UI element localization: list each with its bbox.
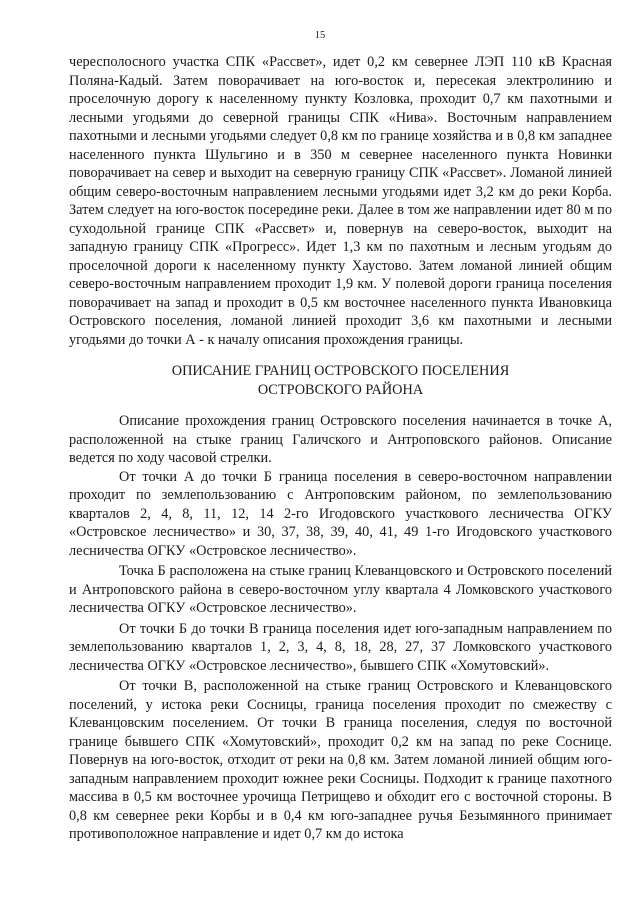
section-title: ОПИСАНИЕ ГРАНИЦ ОСТРОВСКОГО ПОСЕЛЕНИЯ ОСТРОВСКОГО РАЙОНА <box>171 363 510 398</box>
document-body <box>69 53 612 844</box>
paragraph-point-v: От точки В, расположенной на стыке границ Островского и Клеванцовского поселений, у истока реки Сосницы, граница поселения проходит по смежеству с Клеванцовским поселением. От точки В граница поселения, следуя по восточной границе бывшего СПК «Хомутовский», проходит 0,2 км на запад по реке Соснице. Повернув на юго-восток, отходит от реки на 0,8 км. Затем ломаной линией общим юго-западным направлением проходит южнее реки Сосницы. Подходит к границе пахотного массива в 0,5 км восточнее урочища Петрищево и обходит его с восточной стороны. В 0,8 км севернее реки Корбы и в 0,4 км юго-западнее ручья Безымянного принимает противоположное направление и идет 0,7 км до истока <box>69 678 612 842</box>
paragraph-intro: Описание прохождения границ Островского поселения начинается в точке А, расположенной на стыке границ Галичского и Антроповского районов. Описание ведется по ходу часовой стрелки. <box>69 413 612 466</box>
paragraph-point-b: Точка Б расположена на стыке границ Клеванцовского и Островского поселений и Антроповского района в северо-восточном углу квартала 4 Ломковского участкового лесничества ОГКУ «Островское лесничество». <box>69 563 612 616</box>
paragraph-continuation: чересполосного участка СПК «Рассвет», идет 0,2 км севернее ЛЭП 110 кВ Красная Поляна-Кадый. Затем поворачивает на юго-восток и, пересекая электролинию и проселочную дорогу к населенному пункту Козловка, проходит 0,7 км пахотными и лесными угодьями до северной границы СПК «Нива». Восточным направлением пахотными и лесными угодьями следует 0,8 км по границе хозяйства и в 0,8 км западнее населенного пункта Шульгино и в 350 м севернее населенного пункта Новинки поворачивает на север и выходит на северную границу СПК «Рассвет». Ломаной линией общим северо-восточным направлением лесными угодьями идет 3,2 км до реки Корба. Затем следует на юго-восток посередине реки. Далее в том же направлении идет 80 м по суходольной границе СПК «Рассвет» и, повернув на северо-восток, выходит на западную границу СПК «Прогресс». Идет 1,3 км по пахотным и лесным угодьям до проселочной дороги к населенному пункту Хаустово. Затем ломаной линией общим северо-восточным направлением проходит 1,9 км. У полевой дороги граница поселения поворачивает на запад и проходит в 0,5 км восточнее населенного пункта Ивановкица Островского поселения, ломаной линией проходит 3,6 км пахотными и лесными угодьями до точки А - к началу описания прохождения границы. <box>69 54 612 348</box>
paragraph-point-b-v: От точки Б до точки В граница поселения идет юго-западным направлением по землепользованию кварталов 1, 2, 3, 4, 8, 18, 28, 27, 37 Ломковского участкового лесничества ОГКУ «Островское лесничество», бывшего СПК «Хомутовский». <box>69 620 612 674</box>
paragraph-point-a-b: От точки А до точки Б граница поселения в северо-восточном направлении проходит по землепользованию с Антроповским районом, по землепользованию кварталов 2, 4, 8, 11, 12, 14 2-го Игодовского участкового лесничества ОГКУ «Островское лесничество» и 30, 37, 38, 39, 40, 41, 49 1-го Игодовского участкового лесничества ОГКУ «Островское лесничество». <box>69 468 612 559</box>
page-number: 15 <box>314 30 326 41</box>
